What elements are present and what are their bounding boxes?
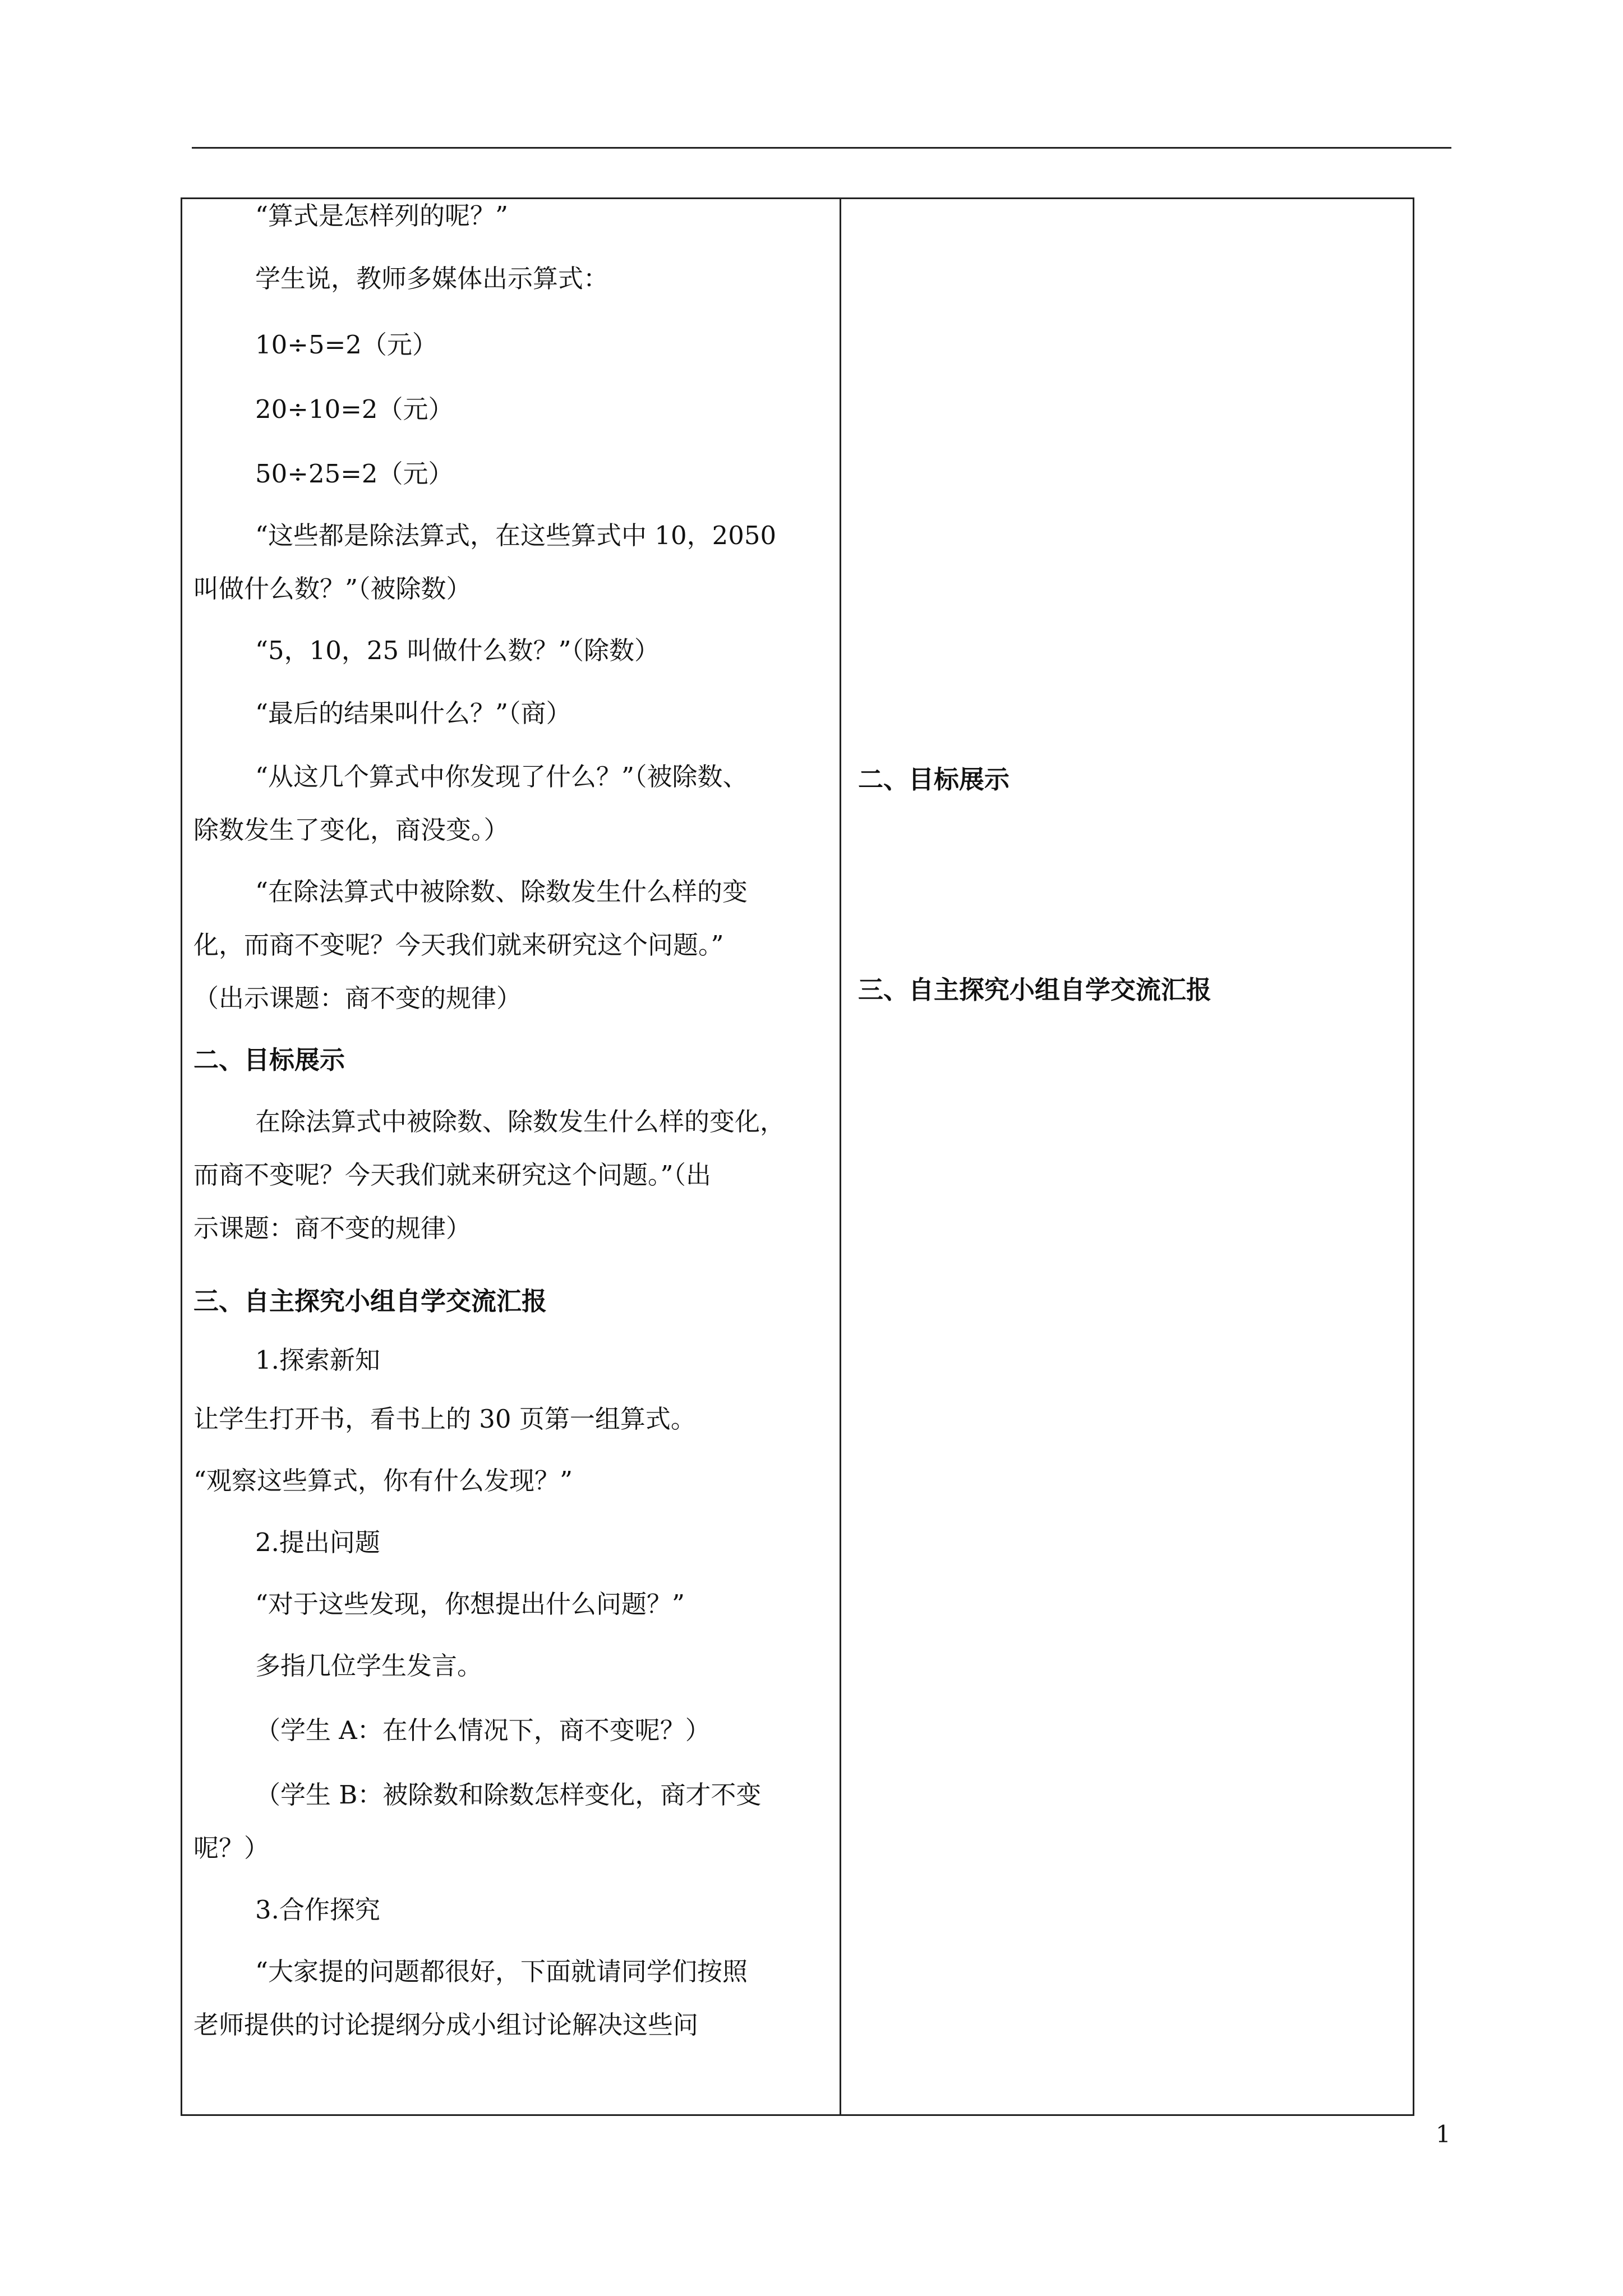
text-line: “对于这些发现，你想提出什么问题？” [255,1589,685,1619]
text-line: 除数发生了变化，商没变。） [193,815,509,845]
subheading-line: 2.提出问题 [255,1527,380,1557]
text-line: 化，而商不变呢？今天我们就来研究这个问题。” [193,930,724,960]
header-rule [192,147,1451,149]
text-line: “在除法算式中被除数、除数发生什么样的变 [255,877,748,907]
text-line: 学生说，教师多媒体出示算式： [255,264,609,293]
subheading-line: 3.合作探究 [255,1895,380,1925]
formula-line: 10÷5=2（元） [255,330,437,360]
text-line: “从这几个算式中你发现了什么？”（被除数、 [255,762,748,792]
text-line: “算式是怎样列的呢？” [255,201,509,231]
text-line: 让学生打开书，看书上的 30 页第一组算式。 [193,1404,696,1434]
text-line: （学生 A：在什么情况下，商不变呢？） [255,1715,711,1745]
section-heading-goals: 二、目标展示 [193,1045,345,1075]
page-number: 1 [1436,2120,1451,2148]
lesson-table [181,197,1414,2116]
notes-column [841,199,1413,2114]
text-line: “这些都是除法算式，在这些算式中 10，2050 [255,521,777,550]
text-line: 在除法算式中被除数、除数发生什么样的变化， [255,1107,786,1137]
text-line: 老师提供的讨论提纲分成小组讨论解决这些问 [193,2010,699,2040]
text-line: 呢？） [193,1833,270,1863]
section-heading-inquiry: 三、自主探究小组自学交流汇报 [193,1286,547,1316]
text-line: 多指几位学生发言。 [255,1651,483,1681]
text-line: 示课题：商不变的规律） [193,1213,472,1243]
text-line: “5，10，25 叫做什么数？”（除数） [255,636,660,665]
text-line: 而商不变呢？今天我们就来研究这个问题。”（出 [193,1160,712,1190]
text-line: “大家提的问题都很好，下面就请同学们按照 [255,1957,748,1986]
notes-heading-goals: 二、目标展示 [858,765,1010,794]
text-line: “最后的结果叫什么？”（商） [255,698,571,728]
text-line: （出示课题：商不变的规律） [193,983,522,1013]
lesson-content-column [182,199,841,2114]
formula-line: 20÷10=2（元） [255,394,454,424]
formula-line: 50÷25=2（元） [255,459,454,489]
text-line: “观察这些算式，你有什么发现？” [193,1466,573,1496]
notes-heading-inquiry: 三、自主探究小组自学交流汇报 [858,975,1212,1005]
text-line: （学生 B：被除数和除数怎样变化，商才不变 [255,1780,762,1810]
text-line: 叫做什么数？”（被除数） [193,574,472,604]
subheading-line: 1.探索新知 [255,1345,380,1375]
